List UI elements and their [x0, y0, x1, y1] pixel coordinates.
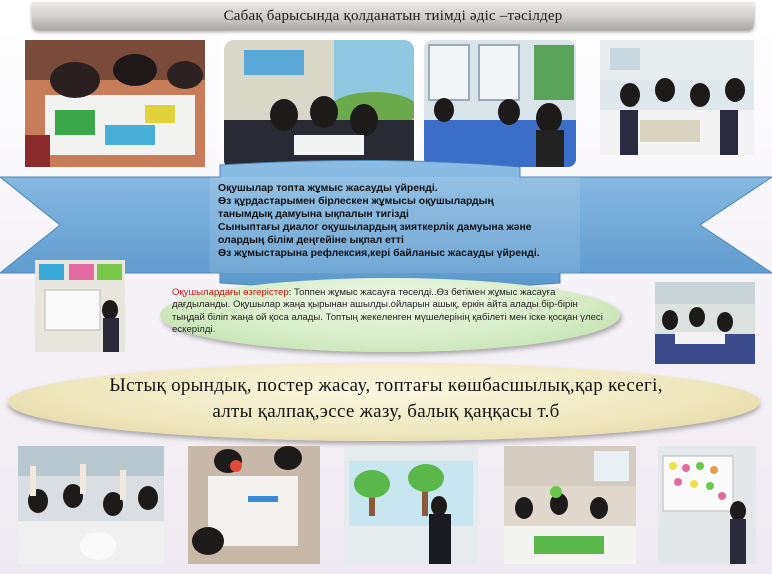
methods-text: Ыстық орындық, постер жасау, топтағы көшбасшылық,қар кесегі, алты қалпақ,эссе жазу, балық қаңқасы т.б — [109, 375, 663, 422]
photo-mid-left — [35, 260, 125, 352]
changes-text — [172, 287, 610, 337]
changes-body: : Топпен жұмыс жасауға төселді..Өз бетімен жұмыс жасауға дағдыланды. Оқушылар жаңа қырынан ашылды.ойларын ашық, еркін айта алады.бір-бірін тыңдай біліп жаңа ой қоса алады. Топтың жекеленген мүшелерінің қабілеті мен іске қосқан үлесі ескерілді. — [172, 287, 603, 336]
summary-ribbon-text — [218, 182, 578, 260]
ribbon-line: олардың білім деңгейіне ықпал етті — [218, 235, 404, 246]
changes-label: Оқушылардағы өзгерістер — [172, 287, 289, 298]
photo-bottom-1 — [18, 446, 164, 564]
photo-bottom-4 — [504, 446, 636, 564]
photo-top-2 — [224, 40, 414, 170]
photo-mid-right — [655, 282, 755, 364]
photo-bottom-2 — [188, 446, 320, 564]
page-title: Сабақ барысында қолданатын тиімді әдіс –тәсілдер — [223, 7, 563, 24]
photo-top-1 — [25, 40, 205, 167]
ribbon-line: Өз құрдастарымен бірлескен жұмысы оқушылардың — [218, 196, 494, 207]
photo-top-4 — [600, 40, 754, 155]
photo-bottom-5 — [658, 446, 756, 564]
ribbon-line: Оқушылар топта жұмыс жасауды үйренді. — [218, 183, 438, 194]
ribbon-line: танымдық дамуына ықпалын тигізді — [218, 209, 409, 220]
photo-bottom-3 — [344, 446, 478, 564]
ribbon-line: Сыныптағы диалог оқушылардың зияткерлік дамуына және — [218, 222, 532, 233]
photo-top-3 — [424, 40, 576, 167]
title-bar — [32, 2, 754, 30]
ribbon-line: Өз жұмыстарына рефлексия,кері байланыс жасауды үйренді. — [218, 248, 540, 259]
